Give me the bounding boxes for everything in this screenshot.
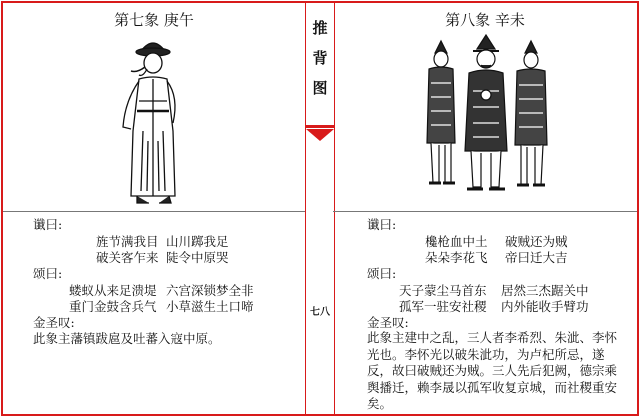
left-ode-line-2b: 小草滋生土口啼: [166, 299, 254, 314]
left-commentary-label: 金圣叹:: [33, 315, 75, 330]
right-prophecy-label: 谶曰:: [367, 217, 397, 232]
left-title: 第七象 庚午: [114, 11, 194, 29]
spine-char-1: 推: [312, 19, 328, 37]
book-spine: [305, 3, 335, 414]
spine-char-2: 背: [312, 49, 328, 67]
left-commentary: 此象主藩镇跋扈及吐蕃入寇中原。: [33, 331, 221, 346]
left-divider: [3, 211, 305, 212]
left-prophecy-line-1a: 旌节满我目: [96, 234, 159, 249]
right-ode-line-2a: 孤军一驻安社稷: [399, 299, 487, 314]
left-prophecy-label: 谶曰:: [33, 217, 63, 232]
right-commentary-label: 金圣叹:: [367, 315, 409, 330]
left-prophecy-line-2b: 陡令中原哭: [166, 250, 229, 265]
right-prophecy-line-1b: 破贼还为贼: [505, 234, 568, 249]
right-ode-line-1b: 居然三杰踞关中: [501, 283, 589, 298]
page-frame: [1, 1, 639, 416]
right-divider: [333, 211, 637, 212]
left-prophecy-line-1b: 山川踯我足: [166, 234, 229, 249]
left-ode-line-1b: 六宫深锁梦全非: [166, 283, 254, 298]
spine-ornament: [306, 125, 334, 143]
spine-char-3: 图: [312, 79, 328, 97]
left-prophecy-line-2a: 破关客乍来: [96, 250, 159, 265]
right-commentary: 此象主建中之乱，三人者李希烈、朱泚、李怀光也。李怀光以破朱泚功，为卢杞所忌，遂反，故曰破贼还为贼。三人先后犯阙，德宗乘舆播迁，赖李晟以孤军收复京城，而社稷重安矣。: [367, 330, 618, 411]
right-ode-label: 颂曰:: [367, 266, 397, 281]
right-ode-line-1a: 天子蒙尘马首东: [399, 283, 487, 298]
right-page: [333, 3, 637, 414]
right-prophecy-line-2a: 朵朵李花飞: [425, 250, 488, 265]
page-number: 七八: [310, 307, 330, 318]
right-ode-line-2b: 内外能收手臂功: [501, 299, 589, 314]
right-illustration: [421, 33, 551, 197]
right-prophecy-line-1a: 欃枪血中土: [425, 234, 488, 249]
left-illustration: [103, 31, 203, 209]
left-page: [3, 3, 305, 414]
right-title: 第八象 辛未: [445, 11, 525, 29]
left-ode-line-1a: 蝼蚁从来足溃堤: [69, 283, 157, 298]
left-ode-label: 颂曰:: [33, 266, 63, 281]
left-ode-line-2a: 重门金鼓含兵气: [69, 299, 157, 314]
right-prophecy-line-2b: 帝曰迁大吉: [505, 250, 568, 265]
